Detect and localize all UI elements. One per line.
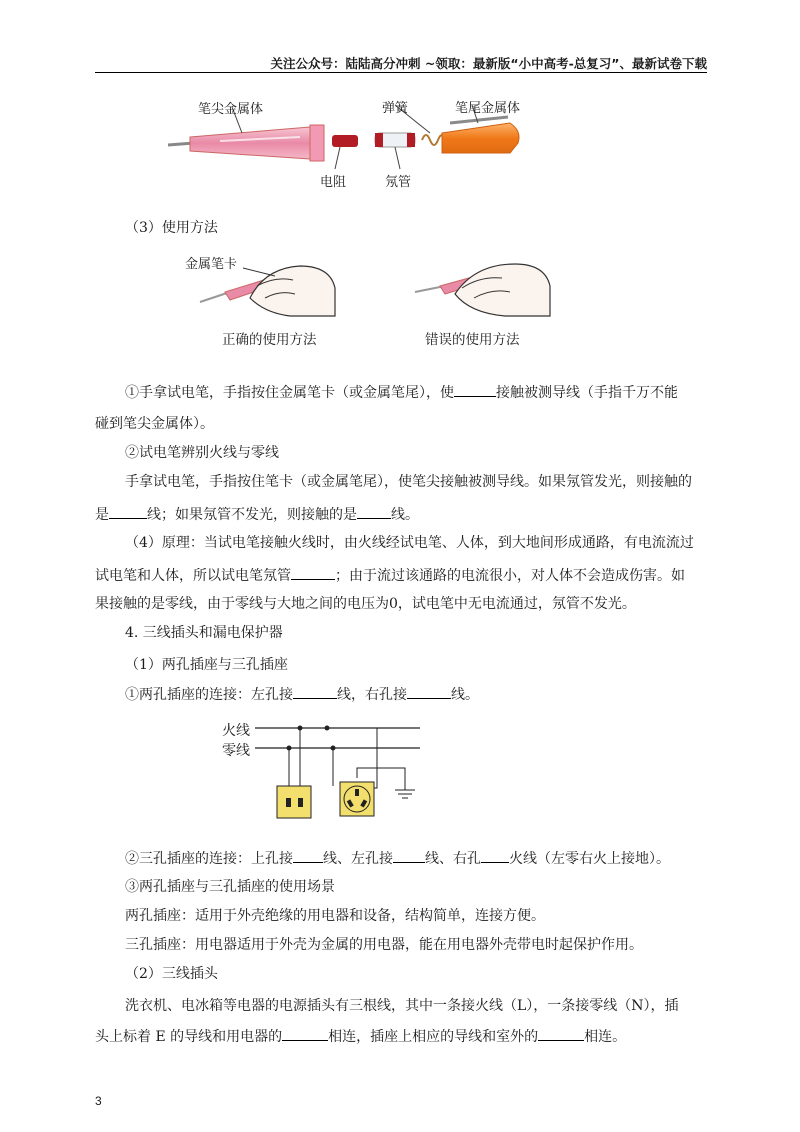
label-tip-metal: 笔尖金属体 [198, 102, 264, 117]
label-neon: 氖管 [385, 175, 412, 190]
section-4-title: 4. 三线插头和漏电保护器 [125, 625, 283, 641]
two-hole-question: ①两孔插座的连接：左孔接 线，右孔接 线。 [125, 684, 707, 705]
usage-scenario-title: ③两孔插座与三孔插座的使用场景 [125, 879, 335, 895]
plug-para-line-2: 头上标着 E 的导线和用电器的 相连，插座上相应的导线和室外的 相连。 [95, 1026, 707, 1047]
caption-wrong: 错误的使用方法 [425, 332, 520, 348]
three-hole-socket [340, 782, 374, 816]
two-hole-usage: 两孔插座：适用于外壳绝缘的用电器和设备，结构简单，连接方便。 [125, 908, 545, 924]
label-neutral-wire: 零线 [222, 743, 250, 759]
label-spring: 弹簧 [382, 101, 409, 116]
section-3-title: （3）使用方法 [125, 220, 218, 236]
pen-body [190, 127, 324, 159]
para-1-line-2: 碰到笔尖金属体）。 [95, 416, 214, 432]
para-3-line-2: 试电笔和人体，所以试电笔氖管 ；由于流过该通路的电流很小，对人体不会造成伤害。如 [95, 565, 707, 586]
para-3-line-3: 果接触的是零线，由于零线与大地之间的电压为0，试电笔中无电流通过，氖管不发光。 [95, 596, 636, 612]
three-hole-usage: 三孔插座：用电器适用于外壳为金属的用电器，能在用电器外壳带电时起保护作用。 [125, 937, 643, 953]
caption-correct: 正确的使用方法 [222, 332, 317, 348]
socket-wiring-diagram [255, 718, 435, 828]
three-hole-question: ②三孔插座的连接：上孔接 线、左孔接 线、右孔 火线（左零右火上接地）。 [125, 848, 707, 869]
plug-para-line-1: 洗衣机、电冰箱等电器的电源插头有三根线，其中一条接火线（L），一条接零线（N），插 [125, 998, 679, 1014]
para-3-line-1: （4）原理：当试电笔接触火线时，由火线经试电笔、人体，到大地间形成通路，有电流流过 [125, 535, 694, 551]
section-4-sub-2: （2）三线插头 [125, 966, 218, 982]
para-2-line-1: 手拿试电笔，手指按住笔卡（或金属笔尾），使笔尖接触被测导线。如果氖管发光，则接触的 [125, 474, 692, 490]
para-1-line-1: ①手拿试电笔，手指按住金属笔卡（或金属笔尾），使 接触被测导线（手指千万不能 [125, 382, 707, 403]
resistor-part [332, 135, 358, 147]
label-metal-clip: 金属笔卡 [185, 257, 238, 272]
page-number: 3 [95, 1094, 102, 1108]
wrong-usage-illustration [410, 258, 560, 318]
label-resistor: 电阻 [320, 175, 347, 190]
section-4-sub-1: （1）两孔插座与三孔插座 [125, 657, 288, 673]
pen-tail-part [442, 123, 519, 153]
header-rule [95, 72, 707, 73]
label-live-wire: 火线 [222, 723, 250, 739]
para-2-title: ②试电笔辨别火线与零线 [125, 445, 279, 461]
two-hole-socket [277, 786, 311, 818]
para-2-line-2: 是 线；如果氖管不发光，则接触的是 线。 [95, 504, 707, 525]
page-header: 关注公众号：陆陆高分冲刺 ~领取：最新版“小中高考-总复习”、最新试卷下载 [270, 56, 707, 71]
label-tail-metal: 笔尾金属体 [455, 101, 521, 116]
